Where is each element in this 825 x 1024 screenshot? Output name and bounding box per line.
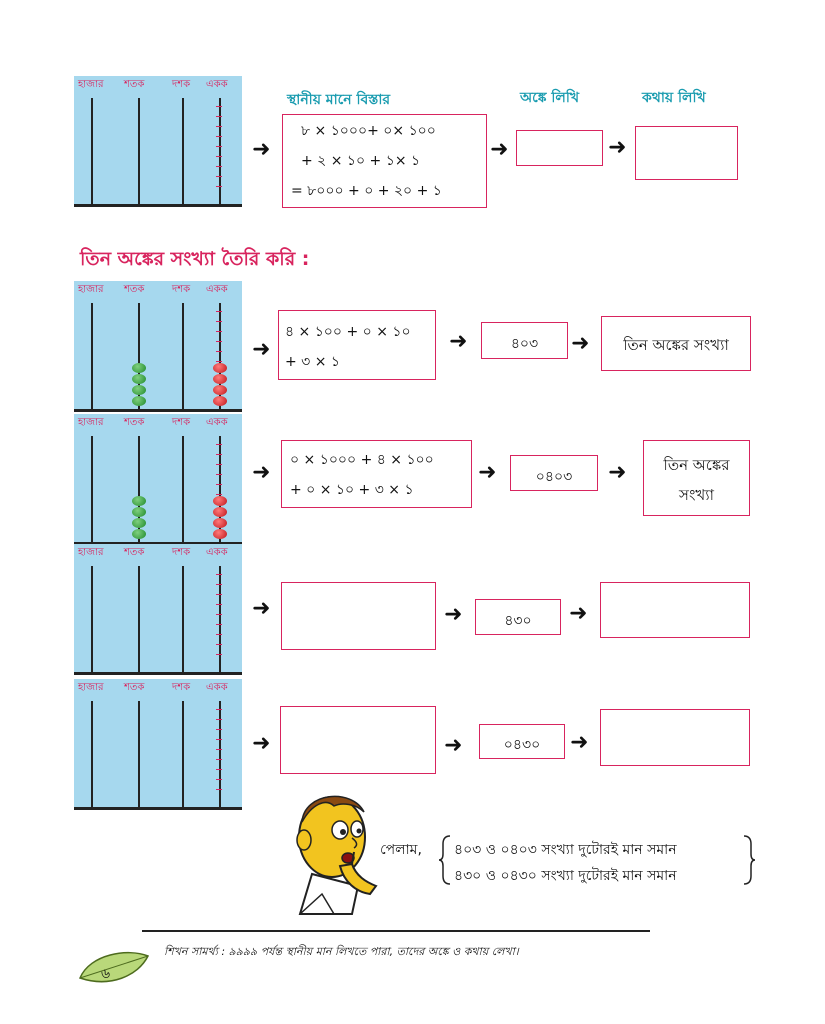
words-box	[601, 316, 751, 371]
expanded-line: + ২ × ১০ + ১× ১	[301, 153, 421, 169]
abacus-unit-tick	[216, 136, 222, 137]
abacus	[74, 76, 242, 207]
abacus-rod	[91, 701, 93, 807]
arrow-icon: ➜	[252, 596, 271, 621]
abacus	[74, 679, 242, 810]
abacus-place-label: শতক	[124, 682, 145, 693]
arrow-icon: ➜	[569, 601, 588, 626]
words-value: তিন অঙ্কের	[663, 456, 730, 474]
abacus-unit-tick	[216, 494, 222, 495]
abacus-unit-tick	[216, 311, 222, 312]
abacus-place-label: শতক	[124, 79, 145, 90]
abacus-unit-tick	[216, 749, 222, 750]
abacus-unit-tick	[216, 634, 222, 635]
expanded-line: + ৩ × ১	[285, 354, 340, 370]
green-bead	[132, 518, 146, 528]
abacus-unit-tick	[216, 454, 222, 455]
arrow-icon: ➜	[444, 602, 463, 627]
abacus-rod	[219, 98, 221, 204]
abacus-rod	[138, 566, 140, 672]
header-expanded: স্থানীয় মানে বিস্তার	[287, 92, 391, 108]
abacus-unit-tick	[216, 176, 222, 177]
abacus	[74, 414, 242, 545]
red-bead	[213, 518, 227, 528]
abacus-unit-tick	[216, 361, 222, 362]
thinking-boy-illustration	[282, 782, 392, 922]
abacus-unit-tick	[216, 126, 222, 127]
abacus-rod	[219, 566, 221, 672]
header-digits: অঙ্কে লিখি	[520, 90, 580, 106]
words-value: সংখ্যা	[679, 486, 714, 504]
abacus-unit-tick	[216, 644, 222, 645]
arrow-icon: ➜	[252, 460, 271, 485]
abacus-rod	[182, 303, 184, 409]
abacus-unit-tick	[216, 574, 222, 575]
digits-value: ৪০৩	[510, 336, 539, 352]
abacus-rod	[182, 436, 184, 542]
arrow-icon: ➜	[449, 329, 468, 354]
right-brace-icon	[742, 834, 756, 886]
abacus-unit-tick	[216, 604, 222, 605]
abacus-place-label: দশক	[172, 79, 191, 90]
green-bead	[132, 507, 146, 517]
digits-box	[481, 322, 568, 359]
arrow-icon: ➜	[252, 337, 271, 362]
abacus-place-label: হাজার	[78, 284, 104, 295]
page-number: ৬	[101, 966, 111, 982]
arrow-icon: ➜	[490, 137, 509, 162]
expanded-line: + ০ × ১০ + ৩ × ১	[290, 482, 414, 498]
abacus-place-label: হাজার	[78, 547, 104, 558]
abacus-unit-tick	[216, 789, 222, 790]
abacus-place-label: একক	[206, 284, 228, 295]
words-answer-box[interactable]	[635, 126, 738, 180]
speech-line-1: ৪০৩ ও ০৪০৩ সংখ্যা দুটোরই মান সমান	[454, 842, 677, 858]
digits-answer-box[interactable]	[516, 130, 603, 166]
abacus-place-label: হাজার	[78, 682, 104, 693]
arrow-icon: ➜	[478, 460, 497, 485]
abacus-place-label: হাজার	[78, 79, 104, 90]
red-bead	[213, 529, 227, 539]
red-bead	[213, 385, 227, 395]
abacus-rod	[219, 701, 221, 807]
expanded-line: = ৮০০০ + ০ + ২০ + ১	[291, 183, 442, 199]
expanded-answer-box[interactable]	[281, 582, 436, 650]
abacus-rod	[138, 98, 140, 204]
abacus-unit-tick	[216, 321, 222, 322]
red-bead	[213, 396, 227, 406]
speech-line-2: ৪৩০ ও ০৪৩০ সংখ্যা দুটোরই মান সমান	[454, 868, 677, 884]
abacus-unit-tick	[216, 729, 222, 730]
footer-learning-outcome: শিখন সামর্থ্য : ৯৯৯৯ পর্যন্ত স্থানীয় মান লিখতে পারা, তাদের অঙ্কে ও কথায় লেখা।	[164, 945, 519, 958]
red-bead	[213, 507, 227, 517]
abacus-place-label: দশক	[172, 284, 191, 295]
abacus-unit-tick	[216, 594, 222, 595]
green-bead	[132, 385, 146, 395]
abacus	[74, 281, 242, 412]
abacus-unit-tick	[216, 614, 222, 615]
abacus-unit-tick	[216, 156, 222, 157]
abacus-unit-tick	[216, 166, 222, 167]
abacus-place-label: শতক	[124, 547, 145, 558]
abacus-place-label: দশক	[172, 682, 191, 693]
footer-divider	[142, 930, 650, 932]
arrow-icon: ➜	[252, 137, 271, 162]
abacus-unit-tick	[216, 709, 222, 710]
abacus-unit-tick	[216, 584, 222, 585]
abacus-place-label: দশক	[172, 417, 191, 428]
digits-value: ০৪৩০	[503, 737, 541, 753]
digits-box	[479, 724, 565, 759]
header-words: কথায় লিখি	[642, 90, 706, 106]
abacus-unit-tick	[216, 106, 222, 107]
arrow-icon: ➜	[571, 331, 590, 356]
abacus-unit-tick	[216, 654, 222, 655]
abacus-unit-tick	[216, 719, 222, 720]
abacus-unit-tick	[216, 331, 222, 332]
expanded-line: ৪ × ১০০ + ০ × ১০	[285, 324, 411, 340]
abacus-unit-tick	[216, 116, 222, 117]
arrow-icon: ➜	[252, 731, 271, 756]
arrow-icon: ➜	[608, 135, 627, 160]
abacus-rod	[91, 303, 93, 409]
speech-prefix: পেলাম,	[380, 842, 422, 858]
abacus-unit-tick	[216, 186, 222, 187]
arrow-icon: ➜	[444, 733, 463, 758]
abacus-unit-tick	[216, 444, 222, 445]
abacus-unit-tick	[216, 779, 222, 780]
green-bead	[132, 396, 146, 406]
abacus-place-label: একক	[206, 682, 228, 693]
expanded-answer-box[interactable]	[280, 706, 436, 774]
abacus-rod	[182, 701, 184, 807]
abacus-place-label: একক	[206, 79, 228, 90]
section-title: তিন অঙ্কের সংখ্যা তৈরি করি :	[80, 248, 310, 270]
green-bead	[132, 529, 146, 539]
abacus-unit-tick	[216, 474, 222, 475]
red-bead	[213, 496, 227, 506]
expanded-line: ৮ × ১০০০+ ০× ১০০	[301, 123, 436, 139]
abacus-unit-tick	[216, 484, 222, 485]
green-bead	[132, 496, 146, 506]
abacus-rod	[182, 98, 184, 204]
abacus-rod	[138, 701, 140, 807]
abacus-unit-tick	[216, 624, 222, 625]
red-bead	[213, 374, 227, 384]
expanded-line: ০ × ১০০০ + ৪ × ১০০	[290, 452, 434, 468]
abacus-place-label: শতক	[124, 284, 145, 295]
abacus	[74, 544, 242, 675]
abacus-rod	[182, 566, 184, 672]
leaf-icon	[76, 948, 152, 990]
abacus-unit-tick	[216, 769, 222, 770]
abacus-place-label: শতক	[124, 417, 145, 428]
digits-box	[510, 455, 598, 491]
words-answer-box[interactable]	[600, 582, 750, 638]
left-brace-icon	[438, 834, 452, 886]
expanded-box	[281, 440, 472, 508]
abacus-unit-tick	[216, 341, 222, 342]
abacus-unit-tick	[216, 739, 222, 740]
abacus-place-label: দশক	[172, 547, 191, 558]
green-bead	[132, 374, 146, 384]
abacus-place-label: একক	[206, 417, 228, 428]
digits-value: ৪৩০	[504, 613, 532, 629]
abacus-unit-tick	[216, 146, 222, 147]
expanded-box	[278, 310, 436, 380]
words-value: তিন অঙ্কের সংখ্যা	[623, 336, 729, 354]
abacus-rod	[91, 98, 93, 204]
green-bead	[132, 363, 146, 373]
digits-box	[475, 599, 561, 635]
digits-value: ০৪০৩	[535, 469, 573, 485]
abacus-unit-tick	[216, 759, 222, 760]
abacus-rod	[91, 436, 93, 542]
abacus-unit-tick	[216, 351, 222, 352]
words-box	[643, 440, 750, 516]
abacus-unit-tick	[216, 464, 222, 465]
abacus-place-label: একক	[206, 547, 228, 558]
abacus-rod	[91, 566, 93, 672]
words-answer-box[interactable]	[600, 709, 750, 766]
expanded-box	[282, 114, 487, 208]
arrow-icon: ➜	[570, 730, 589, 755]
abacus-place-label: হাজার	[78, 417, 104, 428]
arrow-icon: ➜	[608, 460, 627, 485]
red-bead	[213, 363, 227, 373]
